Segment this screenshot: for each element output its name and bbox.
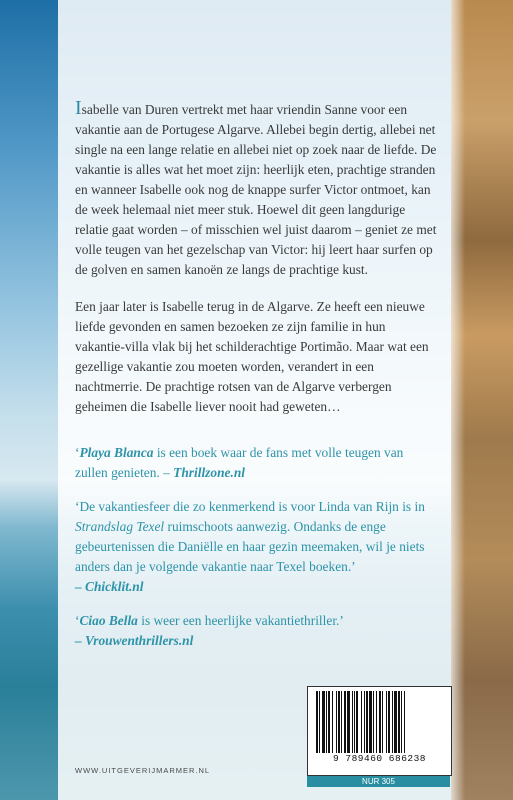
blurb-paragraph-1-text: sabelle van Duren vertrekt met haar vriendin Sanne voor een vakantie aan de Portugese Algarve. Allebei begin dertig, allebei net single na een lange relatie en allebei niet op zoek naar de liefde. De vakantie is alles wat het moet zijn: heerlijk eten, prachtige stranden en wanneer Isabelle ook nog de knappe surfer Victor ontmoet, kan de week helemaal niet meer stuk. Hoewel dit geen langdurige relatie gaat worden – of misschien wel juist daarom – geniet ze met volle teugen van het gezelschap van Victor: hij leert haar surfen op de golven en samen kanoën ze langs de prachtige kust.: [75, 102, 437, 277]
barcode-bar: [338, 691, 340, 753]
quote-source: – Vrouwenthrillers.nl: [75, 633, 194, 648]
barcode-bar: [401, 691, 402, 753]
blurb-paragraph-1: [75, 97, 437, 280]
quote-source: Thrillzone.nl: [173, 465, 245, 480]
barcode-bar: [344, 691, 346, 753]
barcode-bar: [398, 691, 400, 753]
quote-book-title: Playa Blanca: [79, 445, 154, 460]
barcode-bar: [388, 691, 390, 753]
rock-photo-strip: [451, 0, 513, 800]
barcode-bar: [354, 691, 355, 753]
quote-text: ruimschoots aanwezig. Ondanks de enge gebeurtenissen die Daniëlle en haar gezin meemaken, wil je niets anders dan je volgende vakantie naar Texel boeken.’: [75, 519, 425, 574]
barcode-bar: [392, 691, 393, 753]
quote-book-title: Ciao Bella: [79, 613, 138, 628]
quote-mark: ‘: [75, 613, 80, 628]
barcode-bar: [341, 691, 342, 753]
review-quote-2: [75, 497, 437, 597]
barcode-bar: [352, 691, 353, 753]
review-quote-3: [75, 611, 437, 651]
review-quote-1: [75, 443, 437, 483]
barcode-bar: [319, 691, 320, 753]
drop-cap: I: [75, 97, 82, 119]
barcode-bar: [376, 691, 377, 753]
barcode-bar: [369, 691, 372, 753]
nur-code: NUR 305: [307, 776, 450, 787]
barcode-bar: [382, 691, 383, 753]
quote-mark: ‘: [75, 445, 80, 460]
barcode-bar: [394, 691, 397, 753]
barcode-bar: [364, 691, 365, 753]
quote-text: is een boek waar de fans met volle teugen van zullen genieten. –: [75, 445, 404, 480]
barcode-bar: [316, 691, 318, 753]
barcode-bar: [322, 691, 325, 753]
barcode-bar: [328, 691, 330, 753]
blurb-paragraph-2: Een jaar later is Isabelle terug in de Algarve. Ze heeft een nieuwe liefde gevonden en samen bezoeken ze zijn familie in hun vakantie-villa vlak bij het schilderachtige Portimão. Maar wat een gezellige vakantie zou moeten worden, verandert in een nachtmerrie. De prachtige rotsen van de Algarve verbergen geheimen die Isabelle liever nooit had geweten…: [75, 299, 429, 414]
quote-text: ‘De vakantiesfeer die zo kenmerkend is voor Linda van Rijn is in: [75, 499, 425, 514]
isbn-number: 9 789460 686238: [332, 753, 426, 764]
quote-source: – Chicklit.nl: [75, 579, 144, 594]
barcode-bar: [332, 691, 333, 753]
publisher-website: WWW.UITGEVERIJMARMER.NL: [75, 766, 211, 775]
back-cover-text: [75, 97, 437, 665]
barcode-bar: [373, 691, 374, 753]
barcode-bar: [356, 691, 358, 753]
barcode-bar: [386, 691, 387, 753]
barcode-bar: [361, 691, 362, 753]
barcode-bar: [336, 691, 337, 753]
barcode-bar: [326, 691, 327, 753]
barcode-bar: [404, 691, 405, 753]
barcode-bar: [379, 691, 381, 753]
barcode-bars: [314, 691, 445, 753]
quote-book-title: Strandslag Texel: [75, 519, 165, 534]
review-quotes: [75, 443, 437, 651]
barcode-bar: [366, 691, 368, 753]
barcode-bar: [347, 691, 350, 753]
quote-text: is weer een heerlijke vakantiethriller.’: [137, 613, 344, 628]
isbn-barcode: [307, 686, 452, 776]
